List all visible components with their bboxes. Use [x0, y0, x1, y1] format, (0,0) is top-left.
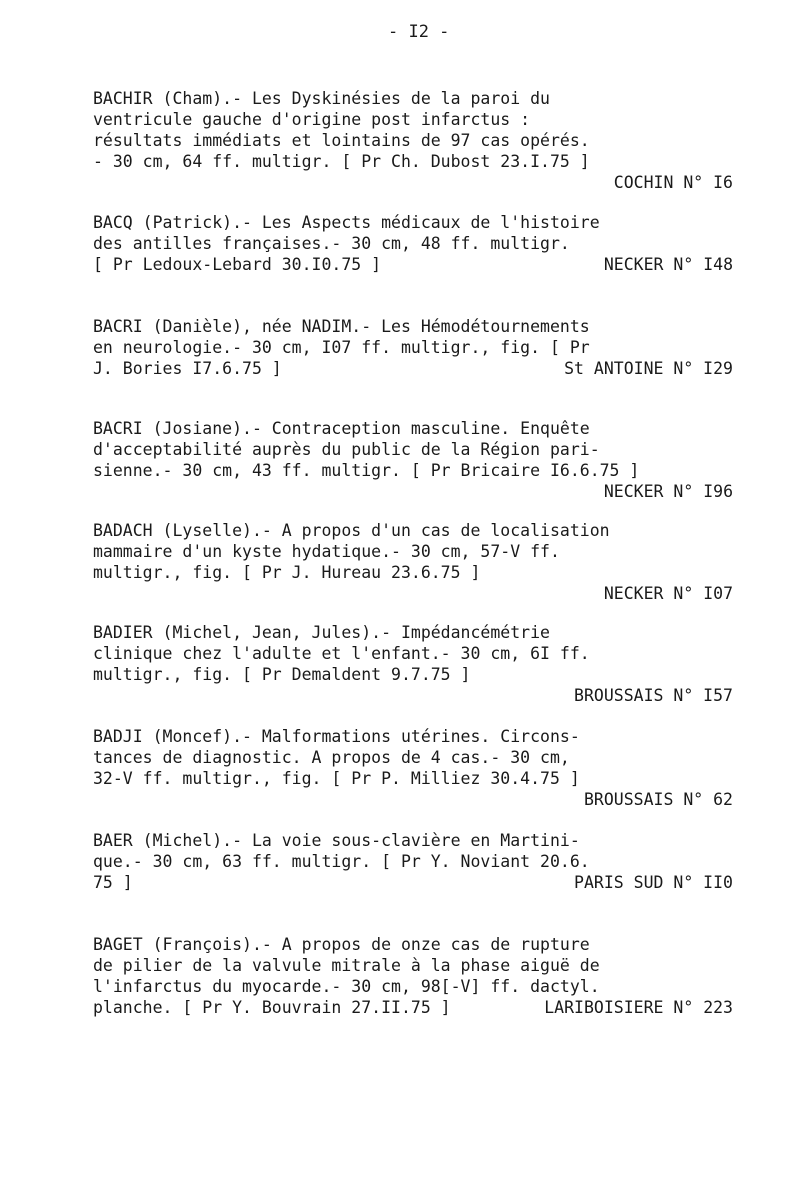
entry-text-line: BACRI (Josiane).- Contraception masculine. Enquête — [93, 419, 590, 438]
entry-text-line: ventricule gauche d'origine post infarctus : — [93, 110, 531, 129]
bibliography-entry — [93, 88, 733, 193]
entry-text-line: en neurologie.- 30 cm, I07 ff. multigr., fig. [ Pr — [93, 338, 590, 357]
entry-text-line: BADJI (Moncef).- Malformations utérines. Circons- — [93, 727, 580, 746]
entry-text-line: clinique chez l'adulte et l'enfant.- 30 cm, 6I ff. — [93, 644, 590, 663]
bibliography-entry — [93, 520, 733, 604]
entry-text-line: 32-V ff. multigr., fig. [ Pr P. Milliez 30.4.75 ] — [93, 769, 580, 788]
entry-text-line: sienne.- 30 cm, 43 ff. multigr. [ Pr Bricaire I6.6.75 ] — [93, 461, 640, 480]
entry-location: NECKER N° I07 — [603, 584, 733, 603]
entry-text-line: BAER (Michel).- La voie sous-clavière en Martini- — [93, 831, 580, 850]
entry-text-line: BAGET (François).- A propos de onze cas de rupture — [93, 935, 590, 954]
bibliography-entry — [93, 622, 733, 706]
entry-text-line: J. Bories I7.6.75 ] — [93, 359, 282, 378]
entry-text-line: BACRI (Danièle), née NADIM.- Les Hémodétournements — [93, 317, 590, 336]
bibliography-entry — [93, 726, 733, 810]
entry-location: BROUSSAIS N° 62 — [583, 790, 733, 809]
entry-location: NECKER N° I48 — [603, 255, 733, 274]
entry-text-line: mammaire d'un kyste hydatique.- 30 cm, 57-V ff. — [93, 542, 560, 561]
entry-text-line: planche. [ Pr Y. Bouvrain 27.II.75 ] — [93, 998, 451, 1017]
entry-text-line: que.- 30 cm, 63 ff. multigr. [ Pr Y. Noviant 20.6. — [93, 852, 590, 871]
entry-location: PARIS SUD N° II0 — [574, 873, 733, 892]
bibliography-entry — [93, 830, 733, 893]
entry-location: St ANTOINE N° I29 — [564, 359, 733, 378]
bibliography-entry — [93, 316, 733, 379]
entry-location: BROUSSAIS N° I57 — [574, 686, 733, 705]
entry-location: LARIBOISIERE N° 223 — [544, 998, 733, 1017]
entry-text-line: des antilles françaises.- 30 cm, 48 ff. multigr. — [93, 234, 570, 253]
entry-text-line: l'infarctus du myocarde.- 30 cm, 98[-V] ff. dactyl. — [93, 977, 600, 996]
entry-text-line: de pilier de la valvule mitrale à la phase aiguë de — [93, 956, 600, 975]
entry-text-line: tances de diagnostic. A propos de 4 cas.- 30 cm, — [93, 748, 570, 767]
entry-text-line: BADIER (Michel, Jean, Jules).- Impédancémétrie — [93, 623, 550, 642]
entry-text-line: d'acceptabilité auprès du public de la Région pari- — [93, 440, 600, 459]
entry-text-line: multigr., fig. [ Pr J. Hureau 23.6.75 ] — [93, 563, 481, 582]
bibliography-entry — [93, 418, 733, 502]
entry-text-line: BACQ (Patrick).- Les Aspects médicaux de l'histoire — [93, 213, 600, 232]
bibliography-entry — [93, 212, 733, 275]
entry-text-line: 75 ] — [93, 873, 133, 892]
entry-location: COCHIN N° I6 — [613, 173, 733, 192]
entry-text-line: - 30 cm, 64 ff. multigr. [ Pr Ch. Dubost 23.I.75 ] — [93, 152, 590, 171]
page-number: - I2 - — [388, 22, 450, 42]
bibliography-entry — [93, 934, 733, 1018]
entry-text-line: résultats immédiats et lointains de 97 cas opérés. — [93, 131, 590, 150]
entry-text-line: BACHIR (Cham).- Les Dyskinésies de la paroi du — [93, 89, 550, 108]
entry-location: NECKER N° I96 — [603, 482, 733, 501]
entry-text-line: multigr., fig. [ Pr Demaldent 9.7.75 ] — [93, 665, 471, 684]
entry-text-line: BADACH (Lyselle).- A propos d'un cas de localisation — [93, 521, 610, 540]
entry-text-line: [ Pr Ledoux-Lebard 30.I0.75 ] — [93, 255, 382, 274]
